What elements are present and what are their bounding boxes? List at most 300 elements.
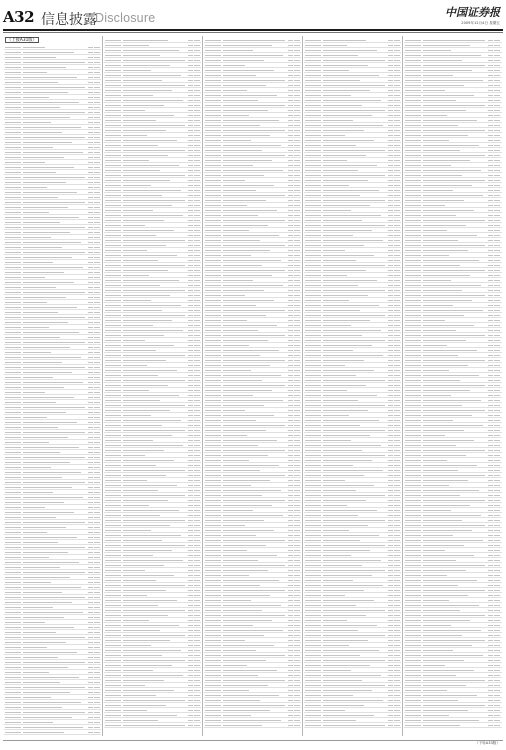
row-code bbox=[305, 260, 321, 262]
row-value bbox=[194, 470, 200, 472]
row-value bbox=[88, 402, 93, 404]
row-name bbox=[223, 350, 279, 352]
row-value bbox=[294, 630, 300, 632]
row-name bbox=[123, 100, 183, 102]
row-value bbox=[94, 277, 100, 279]
row-code bbox=[405, 255, 421, 257]
row-name bbox=[323, 670, 351, 672]
row-code bbox=[205, 165, 221, 167]
row-name bbox=[423, 575, 447, 577]
row-name bbox=[23, 482, 85, 484]
row-code bbox=[205, 405, 221, 407]
row-code bbox=[105, 90, 121, 92]
row-value bbox=[288, 155, 293, 157]
row-value bbox=[194, 425, 200, 427]
row-code bbox=[5, 697, 21, 699]
row-value bbox=[288, 600, 293, 602]
row-value bbox=[388, 290, 393, 292]
row-value bbox=[388, 230, 393, 232]
row-value bbox=[88, 192, 93, 194]
row-value bbox=[494, 615, 500, 617]
row-value bbox=[88, 162, 93, 164]
row-name bbox=[423, 340, 466, 342]
row-value bbox=[388, 485, 393, 487]
row-code bbox=[305, 710, 321, 712]
row-name bbox=[423, 585, 458, 587]
row-code bbox=[105, 335, 121, 337]
row-name bbox=[23, 537, 77, 539]
row-value bbox=[488, 340, 493, 342]
row-name bbox=[123, 445, 183, 447]
row-code bbox=[205, 125, 221, 127]
row-value bbox=[194, 280, 200, 282]
row-value bbox=[488, 645, 493, 647]
row-name bbox=[223, 560, 258, 562]
row-code bbox=[405, 300, 421, 302]
row-value bbox=[388, 140, 393, 142]
row-value bbox=[94, 222, 100, 224]
row-value bbox=[94, 262, 100, 264]
row-value bbox=[494, 545, 500, 547]
row-name bbox=[423, 615, 485, 617]
row-value bbox=[494, 145, 500, 147]
row-value bbox=[194, 565, 200, 567]
row-name bbox=[123, 430, 185, 432]
row-value bbox=[388, 490, 393, 492]
row-code bbox=[305, 715, 321, 717]
row-value bbox=[494, 160, 500, 162]
row-code bbox=[405, 330, 421, 332]
row-value bbox=[494, 405, 500, 407]
row-name bbox=[223, 460, 249, 462]
row-name bbox=[123, 275, 149, 277]
row-value bbox=[288, 45, 293, 47]
row-name bbox=[323, 205, 370, 207]
row-code bbox=[305, 130, 321, 132]
row-value bbox=[188, 595, 193, 597]
row-value bbox=[288, 325, 293, 327]
row-value bbox=[288, 390, 293, 392]
row-name bbox=[123, 440, 153, 442]
row-code bbox=[205, 385, 221, 387]
row-value bbox=[494, 100, 500, 102]
row-code bbox=[305, 725, 321, 727]
row-name bbox=[423, 65, 485, 67]
row-name bbox=[323, 360, 364, 362]
row-code bbox=[105, 55, 121, 57]
row-code bbox=[205, 505, 221, 507]
row-value bbox=[294, 650, 300, 652]
row-value bbox=[88, 602, 93, 604]
row-code bbox=[105, 140, 121, 142]
row-name bbox=[23, 342, 85, 344]
row-value bbox=[388, 675, 393, 677]
row-value bbox=[394, 635, 400, 637]
row-value bbox=[94, 527, 100, 529]
row-code bbox=[205, 420, 221, 422]
row-value bbox=[394, 585, 400, 587]
row-value bbox=[294, 680, 300, 682]
row-name bbox=[23, 212, 49, 214]
row-value bbox=[194, 130, 200, 132]
row-code bbox=[5, 127, 21, 129]
row-value bbox=[94, 137, 100, 139]
row-value bbox=[294, 70, 300, 72]
row-name bbox=[323, 430, 385, 432]
row-name bbox=[123, 500, 168, 502]
row-value bbox=[294, 160, 300, 162]
row-value bbox=[388, 445, 393, 447]
row-value bbox=[94, 717, 100, 719]
row-code bbox=[305, 470, 321, 472]
row-name bbox=[23, 667, 68, 669]
row-code bbox=[5, 602, 21, 604]
row-value bbox=[388, 615, 393, 617]
row-value bbox=[88, 722, 93, 724]
row-value bbox=[388, 390, 393, 392]
row-value bbox=[294, 150, 300, 152]
row-name bbox=[23, 307, 77, 309]
row-code bbox=[405, 640, 421, 642]
row-code bbox=[205, 360, 221, 362]
row-name bbox=[123, 485, 177, 487]
row-name bbox=[423, 670, 474, 672]
row-value bbox=[188, 710, 193, 712]
row-value bbox=[394, 145, 400, 147]
row-value bbox=[88, 392, 93, 394]
row-name bbox=[23, 707, 62, 709]
row-value bbox=[194, 100, 200, 102]
row-name bbox=[223, 585, 260, 587]
row-value bbox=[288, 345, 293, 347]
row-value bbox=[188, 600, 193, 602]
row-value bbox=[288, 65, 293, 67]
row-name bbox=[23, 642, 66, 644]
row-code bbox=[405, 375, 421, 377]
row-name bbox=[223, 635, 264, 637]
row-code bbox=[405, 100, 421, 102]
row-name bbox=[423, 470, 458, 472]
row-name bbox=[23, 317, 85, 319]
row-code bbox=[205, 355, 221, 357]
row-value bbox=[394, 460, 400, 462]
header-rule bbox=[3, 29, 503, 31]
row-name bbox=[123, 695, 156, 697]
row-code bbox=[105, 685, 121, 687]
row-code bbox=[105, 490, 121, 492]
row-value bbox=[294, 100, 300, 102]
row-code bbox=[405, 80, 421, 82]
row-name bbox=[23, 627, 74, 629]
row-value bbox=[188, 250, 193, 252]
row-code bbox=[105, 210, 121, 212]
row-value bbox=[288, 710, 293, 712]
row-name bbox=[423, 430, 464, 432]
row-value bbox=[194, 140, 200, 142]
row-name bbox=[323, 595, 345, 597]
row-value bbox=[294, 275, 300, 277]
row-code bbox=[405, 535, 421, 537]
row-code bbox=[105, 690, 121, 692]
row-value bbox=[94, 592, 100, 594]
row-value bbox=[288, 595, 293, 597]
row-value bbox=[488, 55, 493, 57]
row-value bbox=[394, 485, 400, 487]
row-value bbox=[388, 710, 393, 712]
row-name bbox=[323, 610, 385, 612]
row-code bbox=[105, 195, 121, 197]
row-value bbox=[94, 397, 100, 399]
row-code bbox=[5, 487, 21, 489]
row-code bbox=[405, 60, 421, 62]
row-name bbox=[23, 347, 70, 349]
row-value bbox=[494, 185, 500, 187]
row-value bbox=[494, 700, 500, 702]
row-name bbox=[223, 365, 270, 367]
row-value bbox=[388, 375, 393, 377]
row-code bbox=[105, 635, 121, 637]
row-value bbox=[388, 180, 393, 182]
row-code bbox=[5, 452, 21, 454]
row-code bbox=[305, 650, 321, 652]
row-value bbox=[194, 195, 200, 197]
row-value bbox=[294, 475, 300, 477]
row-code bbox=[5, 442, 21, 444]
row-value bbox=[494, 60, 500, 62]
row-value bbox=[94, 52, 100, 54]
row-value bbox=[488, 155, 493, 157]
row-name bbox=[123, 125, 185, 127]
row-value bbox=[288, 170, 293, 172]
row-name bbox=[323, 390, 347, 392]
row-value bbox=[94, 392, 100, 394]
row-value bbox=[194, 105, 200, 107]
row-name bbox=[323, 255, 374, 257]
row-name bbox=[423, 655, 483, 657]
row-value bbox=[188, 535, 193, 537]
row-code bbox=[105, 520, 121, 522]
row-name bbox=[223, 135, 270, 137]
row-value bbox=[394, 50, 400, 52]
row-value bbox=[194, 255, 200, 257]
row-code bbox=[305, 530, 321, 532]
row-value bbox=[394, 355, 400, 357]
row-value bbox=[188, 365, 193, 367]
row-name bbox=[423, 230, 447, 232]
row-value bbox=[288, 695, 293, 697]
row-name bbox=[223, 455, 268, 457]
row-value bbox=[188, 145, 193, 147]
row-value bbox=[288, 650, 293, 652]
row-value bbox=[188, 55, 193, 57]
row-value bbox=[188, 695, 193, 697]
row-value bbox=[194, 375, 200, 377]
row-name bbox=[123, 85, 185, 87]
row-name bbox=[23, 222, 60, 224]
fund-listing bbox=[3, 36, 503, 736]
row-code bbox=[205, 630, 221, 632]
row-value bbox=[494, 150, 500, 152]
row-value bbox=[488, 590, 493, 592]
row-value bbox=[494, 280, 500, 282]
row-value bbox=[388, 55, 393, 57]
row-name bbox=[423, 55, 481, 57]
row-value bbox=[494, 120, 500, 122]
row-value bbox=[294, 435, 300, 437]
row-value bbox=[494, 430, 500, 432]
row-value bbox=[488, 65, 493, 67]
row-value bbox=[94, 237, 100, 239]
row-name bbox=[223, 555, 277, 557]
row-code bbox=[305, 200, 321, 202]
row-value bbox=[88, 412, 93, 414]
row-name bbox=[323, 130, 364, 132]
row-value bbox=[188, 240, 193, 242]
row-value bbox=[94, 637, 100, 639]
row-value bbox=[194, 535, 200, 537]
row-name bbox=[323, 350, 353, 352]
row-code bbox=[305, 495, 321, 497]
row-code bbox=[305, 165, 321, 167]
row-value bbox=[88, 492, 93, 494]
row-name bbox=[423, 335, 485, 337]
row-value bbox=[294, 205, 300, 207]
row-code bbox=[105, 660, 121, 662]
row-value bbox=[488, 640, 493, 642]
row-value bbox=[494, 725, 500, 727]
row-code bbox=[305, 630, 321, 632]
row-value bbox=[494, 80, 500, 82]
row-name bbox=[223, 375, 281, 377]
row-value bbox=[88, 632, 93, 634]
row-name bbox=[323, 285, 358, 287]
row-value bbox=[288, 620, 293, 622]
row-name bbox=[123, 115, 174, 117]
row-value bbox=[88, 297, 93, 299]
row-code bbox=[405, 295, 421, 297]
row-value bbox=[494, 300, 500, 302]
row-value bbox=[94, 452, 100, 454]
row-code bbox=[205, 250, 221, 252]
row-code bbox=[205, 160, 221, 162]
row-name bbox=[423, 295, 485, 297]
row-code bbox=[105, 540, 121, 542]
row-value bbox=[494, 65, 500, 67]
row-value bbox=[188, 645, 193, 647]
row-name bbox=[223, 545, 266, 547]
row-name bbox=[123, 570, 145, 572]
row-value bbox=[88, 642, 93, 644]
row-code bbox=[205, 115, 221, 117]
row-value bbox=[494, 670, 500, 672]
row-value bbox=[188, 170, 193, 172]
row-value bbox=[94, 497, 100, 499]
row-code bbox=[405, 185, 421, 187]
row-value bbox=[288, 55, 293, 57]
row-code bbox=[5, 632, 21, 634]
row-code bbox=[5, 532, 21, 534]
row-value bbox=[394, 505, 400, 507]
row-code bbox=[5, 367, 21, 369]
row-code bbox=[205, 150, 221, 152]
row-code bbox=[305, 405, 321, 407]
row-value bbox=[194, 80, 200, 82]
row-code bbox=[205, 330, 221, 332]
row-code bbox=[205, 615, 221, 617]
row-value bbox=[488, 410, 493, 412]
row-name bbox=[123, 400, 160, 402]
row-value bbox=[488, 705, 493, 707]
row-value bbox=[494, 85, 500, 87]
row-value bbox=[94, 147, 100, 149]
row-code bbox=[205, 390, 221, 392]
row-code bbox=[105, 370, 121, 372]
row-name bbox=[423, 250, 468, 252]
row-value bbox=[494, 175, 500, 177]
row-code bbox=[105, 640, 121, 642]
row-value bbox=[494, 720, 500, 722]
row-name bbox=[23, 462, 70, 464]
row-code bbox=[5, 682, 21, 684]
row-value bbox=[288, 290, 293, 292]
row-code bbox=[405, 395, 421, 397]
row-value bbox=[294, 60, 300, 62]
row-value bbox=[288, 665, 293, 667]
row-value bbox=[394, 210, 400, 212]
row-value bbox=[94, 282, 100, 284]
row-value bbox=[88, 397, 93, 399]
row-value bbox=[394, 670, 400, 672]
row-value bbox=[188, 95, 193, 97]
row-code bbox=[205, 725, 221, 727]
row-value bbox=[188, 300, 193, 302]
row-code bbox=[205, 720, 221, 722]
row-value bbox=[394, 380, 400, 382]
row-value bbox=[388, 685, 393, 687]
row-name bbox=[423, 330, 456, 332]
row-code bbox=[305, 335, 321, 337]
row-code bbox=[305, 665, 321, 667]
row-code bbox=[5, 102, 21, 104]
row-code bbox=[305, 690, 321, 692]
row-value bbox=[288, 105, 293, 107]
row-value bbox=[394, 700, 400, 702]
row-name bbox=[23, 292, 85, 294]
row-name bbox=[123, 390, 149, 392]
row-code bbox=[105, 560, 121, 562]
row-name bbox=[23, 477, 62, 479]
row-name bbox=[323, 660, 385, 662]
row-code bbox=[5, 537, 21, 539]
row-value bbox=[94, 577, 100, 579]
row-value bbox=[388, 690, 393, 692]
row-value bbox=[88, 687, 93, 689]
row-value bbox=[294, 485, 300, 487]
row-value bbox=[94, 152, 100, 154]
row-value bbox=[394, 455, 400, 457]
row-value bbox=[494, 210, 500, 212]
row-name bbox=[423, 540, 483, 542]
row-code bbox=[305, 250, 321, 252]
row-value bbox=[288, 535, 293, 537]
row-code bbox=[305, 620, 321, 622]
row-code bbox=[105, 455, 121, 457]
row-value bbox=[488, 700, 493, 702]
row-value bbox=[494, 435, 500, 437]
row-value bbox=[388, 295, 393, 297]
row-value bbox=[494, 575, 500, 577]
row-value bbox=[194, 635, 200, 637]
